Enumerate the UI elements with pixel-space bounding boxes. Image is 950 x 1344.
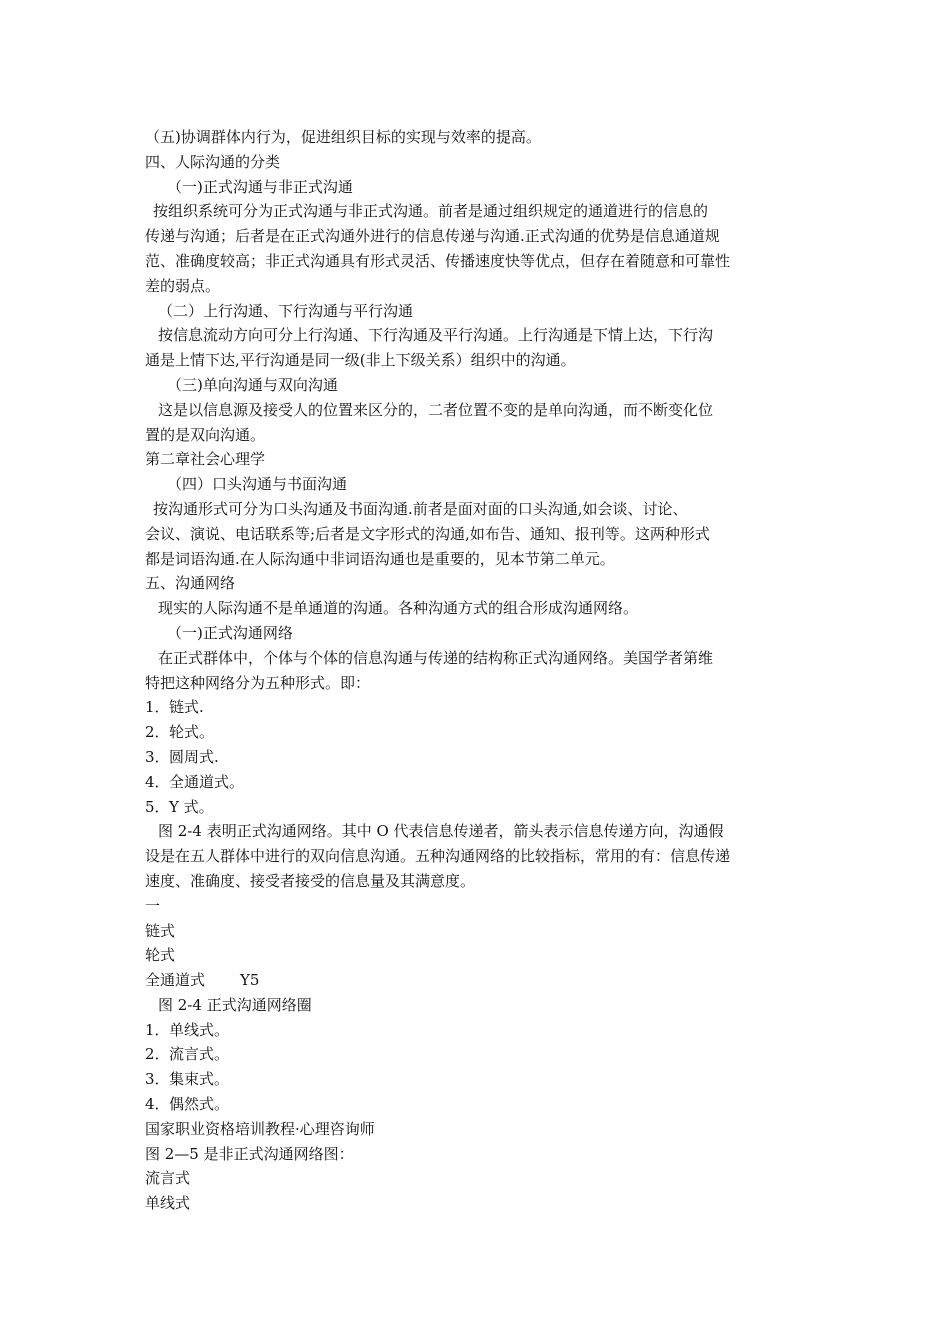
list-text: 流言式。	[169, 1045, 230, 1064]
subheading-upward-downward: （二）上行沟通、下行沟通与平行沟通	[158, 301, 414, 320]
paragraph-line: 设是在五人群体中进行的双向信息沟通。五种沟通网络的比较指标，常用的有：信息传递	[145, 847, 731, 866]
list-text: 轮式。	[169, 723, 215, 742]
paragraph-line: 传递与沟通；后者是在正式沟通外进行的信息传递与沟通.正式沟通的优势是信息通道规	[145, 227, 720, 246]
paragraph-line: 都是词语沟通.在人际沟通中非词语沟通也是重要的，见本节第二单元。	[145, 549, 615, 568]
figure-dash: 一	[145, 896, 161, 915]
subheading-one-two-way: （三)单向沟通与双向沟通	[167, 375, 338, 394]
paragraph-line: 速度、准确度、接受者接受的信息量及其满意度。	[145, 871, 476, 890]
subheading-formal-network: （一)正式沟通网络	[167, 623, 293, 642]
paragraph-one-two-way	[145, 398, 805, 448]
list-number: 3．	[145, 747, 170, 766]
list-number: 1．	[145, 1020, 170, 1039]
section-five-heading: 五、沟通网络	[145, 574, 236, 593]
list-item	[145, 1067, 805, 1092]
list-item	[145, 1092, 805, 1117]
paragraph-upward-downward	[145, 323, 805, 373]
list-item	[145, 1018, 805, 1043]
subheading-formal-informal: （一)正式沟通与非正式沟通	[167, 177, 353, 196]
paragraph-line: 在正式群体中，个体与个体的信息沟通与传递的结构称正式沟通网络。美国学者第维	[158, 648, 714, 667]
list-text: 圆周式.	[169, 747, 219, 766]
figure-caption: 图 2-4 正式沟通网络圈	[158, 995, 312, 1014]
figure-label-row	[145, 968, 805, 993]
paragraph-figure-explanation	[145, 819, 805, 893]
figure-label-chain: 链式	[145, 921, 176, 940]
paragraph-line: 按组织系统可分为正式沟通与非正式沟通。前者是通过组织规定的通道进行的信息的	[153, 202, 709, 221]
paragraph-line: 差的弱点。	[145, 276, 221, 295]
list-number: 1．	[145, 698, 170, 717]
paragraph-line: 特把这种网络分为五种形式。即：	[145, 673, 371, 692]
list-item	[145, 695, 805, 720]
list-number: 2．	[145, 1045, 170, 1064]
paragraph-line: 置的是双向沟通。	[145, 425, 266, 444]
book-running-title: 国家职业资格培训教程·心理咨询师	[145, 1119, 375, 1138]
list-text: 链式.	[169, 698, 204, 717]
list-item	[145, 745, 805, 770]
section-four-heading: 四、人际沟通的分类	[145, 152, 281, 171]
paragraph-network-intro: 现实的人际沟通不是单通道的沟通。各种沟通方式的组合形成沟通网络。	[158, 599, 639, 618]
list-number: 4．	[145, 1095, 170, 1114]
figure-25-intro: 图 2—5 是非正式沟通网络图：	[145, 1144, 354, 1163]
figure-label-single-strand: 单线式	[145, 1194, 191, 1213]
figure-label-y5: Y5	[240, 971, 260, 990]
list-text: 集束式。	[169, 1070, 230, 1089]
list-text: Y 式。	[169, 797, 214, 816]
paragraph-oral-written	[145, 497, 805, 571]
figure-label-rumor: 流言式	[145, 1169, 191, 1188]
list-text: 单线式。	[169, 1020, 230, 1039]
paragraph-line: 会议、演说、电话联系等;后者是文字形式的沟通,如布告、通知、报刊等。这两种形式	[145, 524, 710, 543]
list-text: 偶然式。	[169, 1095, 230, 1114]
paragraph-line: 按信息流动方向可分上行沟通、下行沟通及平行沟通。上行沟通是下情上达，下行沟	[158, 326, 714, 345]
list-item	[145, 795, 805, 820]
paragraph-line: 按沟通形式可分为口头沟通及书面沟通.前者是面对面的口头沟通,如会谈、讨论、	[153, 499, 688, 518]
subheading-oral-written: （四）口头沟通与书面沟通	[167, 475, 348, 494]
figure-label-all-channel: 全通道式	[145, 971, 206, 990]
list-number: 3．	[145, 1070, 170, 1089]
list-item	[145, 720, 805, 745]
point-five-line: （五)协调群体内行为，促进组织目标的实现与效率的提高。	[145, 128, 541, 146]
paragraph-line: 这是以信息源及接受人的位置来区分的，二者位置不变的是单向沟通，而不断变化位	[158, 400, 714, 419]
list-item	[145, 1042, 805, 1067]
list-number: 2．	[145, 723, 170, 742]
list-number: 4．	[145, 772, 170, 791]
paragraph-line: 图 2-4 表明正式沟通网络。其中 O 代表信息传递者，箭头表示信息传递方向，沟通假	[158, 822, 724, 841]
document-body	[145, 125, 805, 1216]
chapter-running-header: 第二章社会心理学	[145, 450, 266, 469]
paragraph-formal-network	[145, 646, 805, 696]
paragraph-formal-informal	[145, 199, 805, 298]
figure-label-wheel: 轮式	[145, 946, 176, 965]
formal-network-list	[145, 695, 805, 819]
paragraph-line: 通是上情下达,平行沟通是同一级(非上下级关系）组织中的沟通。	[145, 351, 576, 370]
list-number: 5．	[145, 797, 170, 816]
paragraph-line: 范、准确度较高；非正式沟通具有形式灵活、传播速度快等优点，但存在着随意和可靠性	[145, 251, 731, 270]
informal-network-list	[145, 1018, 805, 1117]
list-text: 全通道式。	[169, 772, 245, 791]
list-item	[145, 770, 805, 795]
